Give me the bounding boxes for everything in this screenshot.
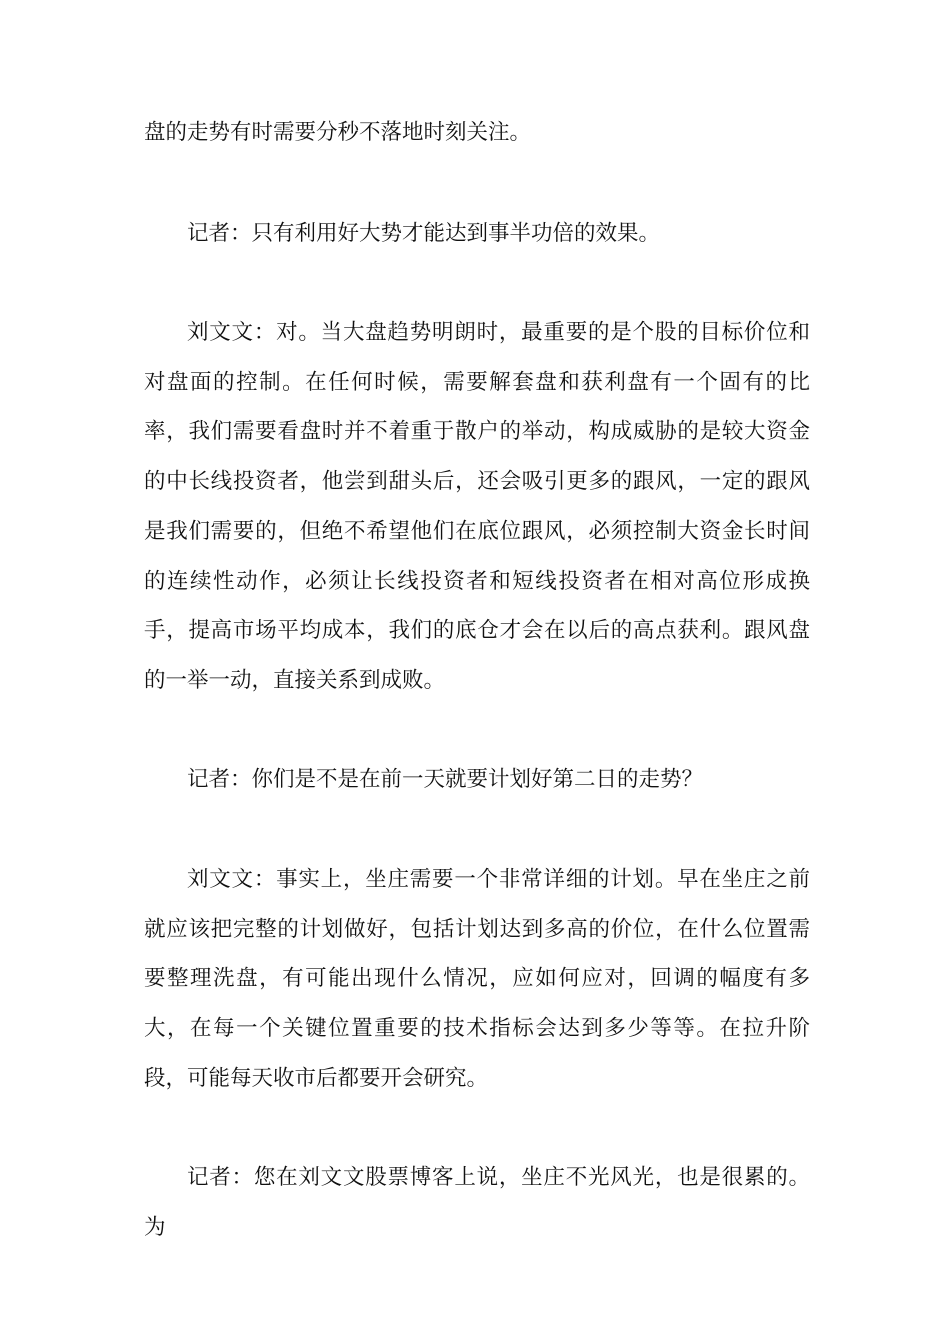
paragraph-liuwenwen-answer-2: 刘文文：事实上，坐庄需要一个非常详细的计划。早在坐庄之前就应该把完整的计划做好，包括计划达到多高的价位，在什么位置需要整理洗盘，有可能出现什么情况，应如何应对，回调的幅度有多大，在每一个关键位置重要的技术指标会达到多少等等。在拉升阶段，可能每天收市后都要开会研究。 <box>144 867 810 1091</box>
paragraph-continuation: 盘的走势有时需要分秒不落地时刻关注。 <box>144 120 532 145</box>
paragraph-reporter-question-3: 记者：您在刘文文股票博客上说，坐庄不光风光，也是很累的。 为 <box>144 1165 810 1240</box>
paragraph-reporter-question-1: 记者：只有利用好大势才能达到事半功倍的效果。 <box>187 221 661 246</box>
paragraph-liuwenwen-answer-1: 刘文文：对。当大盘趋势明朗时，最重要的是个股的目标价位和对盘面的控制。在任何时候，需要解套盘和获利盘有一个固有的比率，我们需要看盘时并不着重于散户的举动，构成威胁的是较大资金的中长线投资者，他尝到甜头后，还会吸引更多的跟风，一定的跟风是我们需要的，但绝不希望他们在底位跟风，必须控制大资金长时间的连续性动作，必须让长线投资者和短线投资者在相对高位形成换手，提高市场平均成本，我们的底仓才会在以后的高点获利。跟风盘的一举一动，直接关系到成败。 <box>144 320 810 693</box>
paragraph-reporter-question-2: 记者：你们是不是在前一天就要计划好第二日的走势？ <box>187 767 704 792</box>
